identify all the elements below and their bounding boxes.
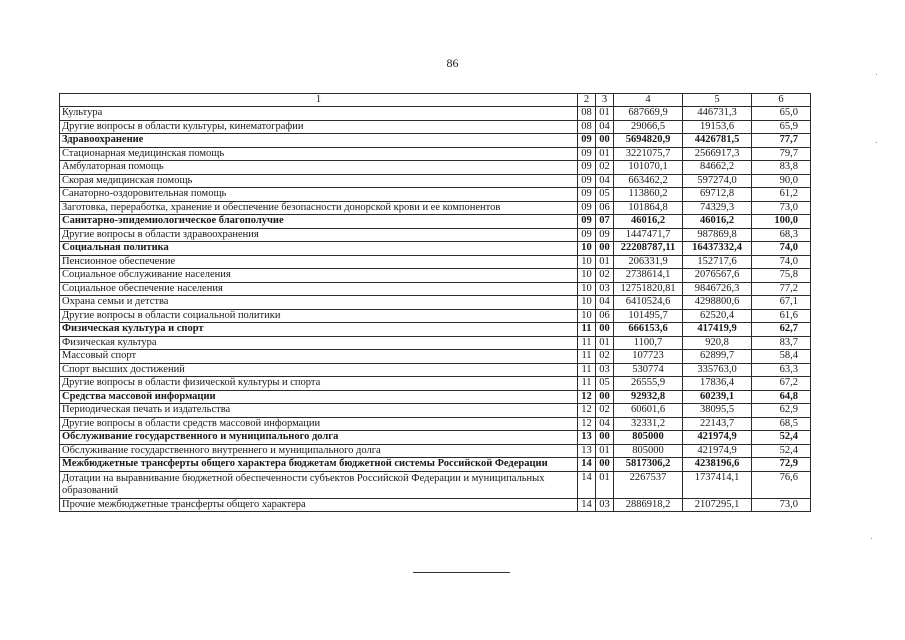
table-row bbox=[60, 377, 811, 391]
budget-item-name: Заготовка, переработка, хранение и обеспечение безопасности донорской крови и ее компонентов bbox=[60, 201, 578, 215]
executed-amount: 62899,7 bbox=[683, 350, 752, 364]
section-code: 09 bbox=[578, 161, 596, 175]
section-code: 09 bbox=[578, 188, 596, 202]
budget-item-name: Стационарная медицинская помощь bbox=[60, 147, 578, 161]
section-code: 12 bbox=[578, 404, 596, 418]
execution-percent: 83,8 bbox=[752, 161, 811, 175]
budget-item-name: Социальное обслуживание населения bbox=[60, 269, 578, 283]
section-code: 13 bbox=[578, 431, 596, 445]
execution-percent: 90,0 bbox=[752, 174, 811, 188]
section-code: 09 bbox=[578, 147, 596, 161]
subsection-code: 00 bbox=[596, 323, 614, 337]
subsection-code: 01 bbox=[596, 107, 614, 121]
section-code: 12 bbox=[578, 390, 596, 404]
execution-percent: 75,8 bbox=[752, 269, 811, 283]
executed-amount: 62520,4 bbox=[683, 309, 752, 323]
planned-amount: 3221075,7 bbox=[614, 147, 683, 161]
budget-item-name: Амбулаторная помощь bbox=[60, 161, 578, 175]
budget-item-name: Обслуживание государственного внутреннего и муниципального долга bbox=[60, 444, 578, 458]
section-code: 10 bbox=[578, 282, 596, 296]
budget-item-name: Массовый спорт bbox=[60, 350, 578, 364]
planned-amount: 113860,2 bbox=[614, 188, 683, 202]
execution-percent: 65,0 bbox=[752, 107, 811, 121]
planned-amount: 32331,2 bbox=[614, 417, 683, 431]
table-row bbox=[60, 174, 811, 188]
table-row bbox=[60, 269, 811, 283]
scan-speck bbox=[876, 142, 877, 143]
executed-amount: 152717,6 bbox=[683, 255, 752, 269]
execution-percent: 63,3 bbox=[752, 363, 811, 377]
execution-percent: 73,0 bbox=[752, 498, 811, 512]
table-row bbox=[60, 296, 811, 310]
section-code: 09 bbox=[578, 134, 596, 148]
executed-amount: 60239,1 bbox=[683, 390, 752, 404]
table-row bbox=[60, 134, 811, 148]
budget-item-name: Средства массовой информации bbox=[60, 390, 578, 404]
section-code: 10 bbox=[578, 242, 596, 256]
planned-amount: 12751820,81 bbox=[614, 282, 683, 296]
budget-item-name: Дотации на выравнивание бюджетной обеспеченности субъектов Российской Федерации и муниципальных образований bbox=[60, 471, 578, 498]
execution-percent: 72,9 bbox=[752, 458, 811, 472]
table-row bbox=[60, 390, 811, 404]
execution-percent: 58,4 bbox=[752, 350, 811, 364]
planned-amount: 107723 bbox=[614, 350, 683, 364]
table-row bbox=[60, 228, 811, 242]
budget-item-name: Физическая культура bbox=[60, 336, 578, 350]
execution-percent: 61,6 bbox=[752, 309, 811, 323]
executed-amount: 987869,8 bbox=[683, 228, 752, 242]
table-row bbox=[60, 404, 811, 418]
planned-amount: 2886918,2 bbox=[614, 498, 683, 512]
table-row bbox=[60, 242, 811, 256]
budget-item-name: Санитарно-эпидемиологическое благополучие bbox=[60, 215, 578, 229]
table-row bbox=[60, 282, 811, 296]
section-code: 10 bbox=[578, 255, 596, 269]
execution-percent: 65,9 bbox=[752, 120, 811, 134]
subsection-code: 04 bbox=[596, 417, 614, 431]
planned-amount: 2267537 bbox=[614, 471, 683, 498]
executed-amount: 4426781,5 bbox=[683, 134, 752, 148]
section-code: 09 bbox=[578, 201, 596, 215]
subsection-code: 00 bbox=[596, 390, 614, 404]
planned-amount: 101864,8 bbox=[614, 201, 683, 215]
execution-percent: 79,7 bbox=[752, 147, 811, 161]
executed-amount: 446731,3 bbox=[683, 107, 752, 121]
planned-amount: 5817306,2 bbox=[614, 458, 683, 472]
subsection-code: 03 bbox=[596, 363, 614, 377]
execution-percent: 74,0 bbox=[752, 242, 811, 256]
subsection-code: 07 bbox=[596, 215, 614, 229]
planned-amount: 1447471,7 bbox=[614, 228, 683, 242]
executed-amount: 38095,5 bbox=[683, 404, 752, 418]
budget-item-name: Другие вопросы в области здравоохранения bbox=[60, 228, 578, 242]
table-row bbox=[60, 107, 811, 121]
table-row bbox=[60, 498, 811, 512]
execution-percent: 77,2 bbox=[752, 282, 811, 296]
planned-amount: 687669,9 bbox=[614, 107, 683, 121]
section-code: 08 bbox=[578, 107, 596, 121]
table-row bbox=[60, 417, 811, 431]
scan-speck bbox=[871, 538, 872, 539]
section-code: 11 bbox=[578, 363, 596, 377]
planned-amount: 26555,9 bbox=[614, 377, 683, 391]
section-code: 10 bbox=[578, 269, 596, 283]
subsection-code: 09 bbox=[596, 228, 614, 242]
section-code: 11 bbox=[578, 323, 596, 337]
section-code: 09 bbox=[578, 215, 596, 229]
section-code: 13 bbox=[578, 444, 596, 458]
table-row bbox=[60, 147, 811, 161]
budget-item-name: Другие вопросы в области культуры, кинематографии bbox=[60, 120, 578, 134]
executed-amount: 74329,3 bbox=[683, 201, 752, 215]
execution-percent: 62,9 bbox=[752, 404, 811, 418]
section-code: 08 bbox=[578, 120, 596, 134]
planned-amount: 5694820,9 bbox=[614, 134, 683, 148]
budget-item-name: Охрана семьи и детства bbox=[60, 296, 578, 310]
executed-amount: 69712,8 bbox=[683, 188, 752, 202]
scan-speck bbox=[876, 74, 877, 75]
subsection-code: 04 bbox=[596, 296, 614, 310]
executed-amount: 421974,9 bbox=[683, 444, 752, 458]
table-row bbox=[60, 471, 811, 498]
header-cell-2: 2 bbox=[578, 94, 596, 107]
executed-amount: 9846726,3 bbox=[683, 282, 752, 296]
executed-amount: 4298800,6 bbox=[683, 296, 752, 310]
table-row bbox=[60, 215, 811, 229]
budget-item-name: Периодическая печать и издательства bbox=[60, 404, 578, 418]
subsection-code: 02 bbox=[596, 161, 614, 175]
execution-percent: 61,2 bbox=[752, 188, 811, 202]
executed-amount: 17836,4 bbox=[683, 377, 752, 391]
execution-percent: 67,2 bbox=[752, 377, 811, 391]
section-code: 14 bbox=[578, 471, 596, 498]
execution-percent: 74,0 bbox=[752, 255, 811, 269]
executed-amount: 22143,7 bbox=[683, 417, 752, 431]
budget-item-name: Социальная политика bbox=[60, 242, 578, 256]
executed-amount: 2107295,1 bbox=[683, 498, 752, 512]
section-code: 09 bbox=[578, 174, 596, 188]
section-code: 14 bbox=[578, 498, 596, 512]
budget-table bbox=[59, 93, 811, 512]
section-code: 14 bbox=[578, 458, 596, 472]
page-number: 86 bbox=[446, 56, 459, 70]
subsection-code: 01 bbox=[596, 255, 614, 269]
subsection-code: 02 bbox=[596, 350, 614, 364]
subsection-code: 01 bbox=[596, 471, 614, 498]
section-code: 11 bbox=[578, 350, 596, 364]
planned-amount: 46016,2 bbox=[614, 215, 683, 229]
subsection-code: 01 bbox=[596, 444, 614, 458]
footer-divider bbox=[413, 572, 510, 573]
execution-percent: 52,4 bbox=[752, 431, 811, 445]
table-body bbox=[60, 94, 811, 512]
budget-item-name: Скорая медицинская помощь bbox=[60, 174, 578, 188]
budget-item-name: Другие вопросы в области социальной политики bbox=[60, 309, 578, 323]
planned-amount: 530774 bbox=[614, 363, 683, 377]
executed-amount: 1737414,1 bbox=[683, 471, 752, 498]
execution-percent: 77,7 bbox=[752, 134, 811, 148]
budget-item-name: Физическая культура и спорт bbox=[60, 323, 578, 337]
subsection-code: 01 bbox=[596, 336, 614, 350]
planned-amount: 2738614,1 bbox=[614, 269, 683, 283]
section-code: 10 bbox=[578, 309, 596, 323]
table-row bbox=[60, 350, 811, 364]
planned-amount: 92932,8 bbox=[614, 390, 683, 404]
budget-item-name: Культура bbox=[60, 107, 578, 121]
execution-percent: 68,3 bbox=[752, 228, 811, 242]
subsection-code: 06 bbox=[596, 309, 614, 323]
section-code: 11 bbox=[578, 377, 596, 391]
executed-amount: 46016,2 bbox=[683, 215, 752, 229]
subsection-code: 00 bbox=[596, 242, 614, 256]
planned-amount: 60601,6 bbox=[614, 404, 683, 418]
budget-item-name: Социальное обеспечение населения bbox=[60, 282, 578, 296]
subsection-code: 04 bbox=[596, 120, 614, 134]
execution-percent: 100,0 bbox=[752, 215, 811, 229]
planned-amount: 22208787,11 bbox=[614, 242, 683, 256]
planned-amount: 666153,6 bbox=[614, 323, 683, 337]
planned-amount: 1100,7 bbox=[614, 336, 683, 350]
section-code: 12 bbox=[578, 417, 596, 431]
subsection-code: 02 bbox=[596, 404, 614, 418]
table-row bbox=[60, 323, 811, 337]
execution-percent: 83,7 bbox=[752, 336, 811, 350]
table-row bbox=[60, 201, 811, 215]
executed-amount: 2076567,6 bbox=[683, 269, 752, 283]
executed-amount: 421974,9 bbox=[683, 431, 752, 445]
executed-amount: 4238196,6 bbox=[683, 458, 752, 472]
executed-amount: 335763,0 bbox=[683, 363, 752, 377]
execution-percent: 73,0 bbox=[752, 201, 811, 215]
table-row bbox=[60, 363, 811, 377]
section-code: 11 bbox=[578, 336, 596, 350]
execution-percent: 67,1 bbox=[752, 296, 811, 310]
header-cell-3: 3 bbox=[596, 94, 614, 107]
planned-amount: 101495,7 bbox=[614, 309, 683, 323]
planned-amount: 805000 bbox=[614, 444, 683, 458]
table-row bbox=[60, 444, 811, 458]
budget-item-name: Обслуживание государственного и муниципального долга bbox=[60, 431, 578, 445]
executed-amount: 597274,0 bbox=[683, 174, 752, 188]
table-row bbox=[60, 309, 811, 323]
execution-percent: 68,5 bbox=[752, 417, 811, 431]
table-row bbox=[60, 188, 811, 202]
subsection-code: 03 bbox=[596, 282, 614, 296]
execution-percent: 52,4 bbox=[752, 444, 811, 458]
header-cell-1: 1 bbox=[60, 94, 578, 107]
subsection-code: 00 bbox=[596, 134, 614, 148]
header-cell-4: 4 bbox=[614, 94, 683, 107]
subsection-code: 02 bbox=[596, 269, 614, 283]
section-code: 09 bbox=[578, 228, 596, 242]
planned-amount: 6410524,6 bbox=[614, 296, 683, 310]
table-row bbox=[60, 255, 811, 269]
table-row bbox=[60, 336, 811, 350]
budget-item-name: Санаторно-оздоровительная помощь bbox=[60, 188, 578, 202]
planned-amount: 101070,1 bbox=[614, 161, 683, 175]
budget-item-name: Другие вопросы в области физической культуры и спорта bbox=[60, 377, 578, 391]
table-row bbox=[60, 161, 811, 175]
subsection-code: 03 bbox=[596, 498, 614, 512]
budget-item-name: Здравоохранение bbox=[60, 134, 578, 148]
subsection-code: 00 bbox=[596, 431, 614, 445]
executed-amount: 84662,2 bbox=[683, 161, 752, 175]
budget-item-name: Спорт высших достижений bbox=[60, 363, 578, 377]
table-row bbox=[60, 458, 811, 472]
planned-amount: 663462,2 bbox=[614, 174, 683, 188]
execution-percent: 62,7 bbox=[752, 323, 811, 337]
subsection-code: 04 bbox=[596, 174, 614, 188]
subsection-code: 00 bbox=[596, 458, 614, 472]
section-code: 10 bbox=[578, 296, 596, 310]
planned-amount: 206331,9 bbox=[614, 255, 683, 269]
header-cell-5: 5 bbox=[683, 94, 752, 107]
header-cell-6: 6 bbox=[752, 94, 811, 107]
subsection-code: 05 bbox=[596, 188, 614, 202]
subsection-code: 01 bbox=[596, 147, 614, 161]
budget-item-name: Межбюджетные трансферты общего характера бюджетам бюджетной системы Российской Федерации bbox=[60, 458, 578, 472]
budget-item-name: Прочие межбюджетные трансферты общего характера bbox=[60, 498, 578, 512]
execution-percent: 64,8 bbox=[752, 390, 811, 404]
executed-amount: 2566917,3 bbox=[683, 147, 752, 161]
executed-amount: 19153,6 bbox=[683, 120, 752, 134]
subsection-code: 06 bbox=[596, 201, 614, 215]
table-row bbox=[60, 120, 811, 134]
table-header-row bbox=[60, 94, 811, 107]
executed-amount: 16437332,4 bbox=[683, 242, 752, 256]
execution-percent: 76,6 bbox=[752, 471, 811, 498]
subsection-code: 05 bbox=[596, 377, 614, 391]
budget-item-name: Другие вопросы в области средств массовой информации bbox=[60, 417, 578, 431]
executed-amount: 417419,9 bbox=[683, 323, 752, 337]
executed-amount: 920,8 bbox=[683, 336, 752, 350]
budget-item-name: Пенсионное обеспечение bbox=[60, 255, 578, 269]
table-row bbox=[60, 431, 811, 445]
planned-amount: 29066,5 bbox=[614, 120, 683, 134]
planned-amount: 805000 bbox=[614, 431, 683, 445]
